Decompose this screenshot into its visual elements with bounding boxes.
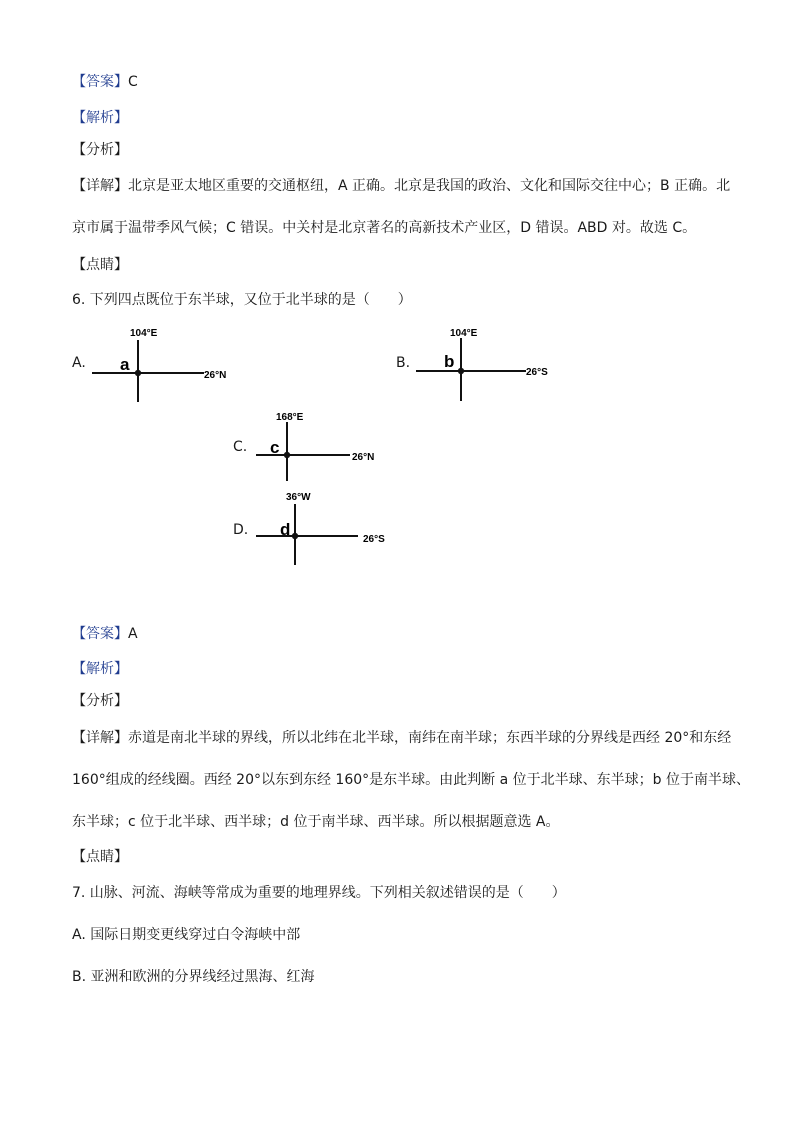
detail-text: 北京是亚太地区重要的交通枢纽，A 正确。北京是我国的政治、文化和国际交往中心；B 正确。北 bbox=[128, 178, 731, 194]
dianjing-tag: 【点睛】 bbox=[72, 257, 128, 273]
option-d-diagram bbox=[252, 488, 412, 568]
longitude-label: 168°E bbox=[276, 412, 304, 423]
latitude-label: 26°N bbox=[352, 452, 375, 463]
fenxi-tag: 【分析】 bbox=[72, 142, 128, 158]
fenxi-tag: 【分析】 bbox=[72, 693, 128, 709]
q6-detail-line-3 bbox=[72, 813, 560, 831]
analysis-tag: 【解析】 bbox=[72, 110, 128, 126]
answer-value: A bbox=[128, 626, 138, 642]
option-c-label: C. bbox=[233, 439, 248, 455]
latitude-label: 26°S bbox=[526, 367, 548, 378]
q7-option-a: A. 国际日期变更线穿过白令海峡中部 bbox=[72, 927, 301, 943]
point-marker bbox=[284, 452, 290, 458]
detail-text: 160°组成的经线圈。西经 20°以东到东经 160°是东半球。由此判断 a 位于北半球、东半球；b 位于南半球、 bbox=[72, 772, 750, 788]
detail-text: 赤道是南北半球的界线，所以北纬在北半球，南纬在南半球；东西半球的分界线是西经 20°和东经 bbox=[128, 730, 732, 746]
q6-detail-line-2 bbox=[72, 771, 750, 789]
analysis-tag: 【解析】 bbox=[72, 661, 128, 677]
point-label: c bbox=[270, 438, 280, 457]
point-marker bbox=[458, 368, 464, 374]
q6-dianjing-line bbox=[72, 848, 128, 866]
option-b-label: B. bbox=[396, 355, 411, 371]
longitude-label: 104°E bbox=[450, 328, 478, 339]
q5-detail-line-1 bbox=[72, 177, 730, 195]
detail-text: 京市属于温带季风气候；C 错误。中关村是北京著名的高新技术产业区，D 错误。ABD 对。故选 C。 bbox=[72, 220, 697, 236]
q6-analysis-line bbox=[72, 660, 128, 678]
longitude-label: 104°E bbox=[130, 328, 158, 339]
detail-tag: 【详解】 bbox=[72, 178, 128, 194]
q6-question: 6. 下列四点既位于东半球，又位于北半球的是（ ） bbox=[72, 292, 412, 308]
q5-fenxi-line bbox=[72, 141, 128, 159]
longitude-label: 36°W bbox=[286, 492, 311, 503]
latitude-label: 26°N bbox=[204, 370, 227, 381]
dianjing-tag: 【点睛】 bbox=[72, 849, 128, 865]
option-c-diagram bbox=[252, 406, 412, 486]
answer-value: C bbox=[128, 74, 138, 90]
q5-analysis-line bbox=[72, 109, 128, 127]
q7-option-b: B. 亚洲和欧洲的分界线经过黑海、红海 bbox=[72, 969, 315, 985]
point-marker bbox=[135, 370, 141, 376]
point-marker bbox=[292, 533, 298, 539]
q6-fenxi-line bbox=[72, 692, 128, 710]
option-a-diagram bbox=[88, 322, 248, 406]
point-label: b bbox=[444, 352, 455, 371]
latitude-label: 26°S bbox=[363, 534, 385, 545]
answer-tag: 【答案】 bbox=[72, 626, 128, 642]
detail-text: 东半球；c 位于北半球、西半球；d 位于南半球、西半球。所以根据题意选 A。 bbox=[72, 814, 560, 830]
q5-dianjing-line bbox=[72, 256, 128, 274]
option-b-diagram bbox=[412, 322, 572, 406]
q6-detail-line-1 bbox=[72, 729, 731, 747]
q5-detail-line-2 bbox=[72, 219, 696, 237]
q6-answer-line bbox=[72, 625, 138, 643]
option-a-label: A. bbox=[72, 355, 86, 371]
detail-tag: 【详解】 bbox=[72, 730, 128, 746]
answer-tag: 【答案】 bbox=[72, 74, 128, 90]
q5-answer-line bbox=[72, 73, 138, 91]
option-d-label: D. bbox=[233, 522, 249, 538]
point-label: a bbox=[120, 355, 130, 374]
point-label: d bbox=[280, 520, 291, 539]
q7-question: 7. 山脉、河流、海峡等常成为重要的地理界线。下列相关叙述错误的是（ ） bbox=[72, 885, 566, 901]
